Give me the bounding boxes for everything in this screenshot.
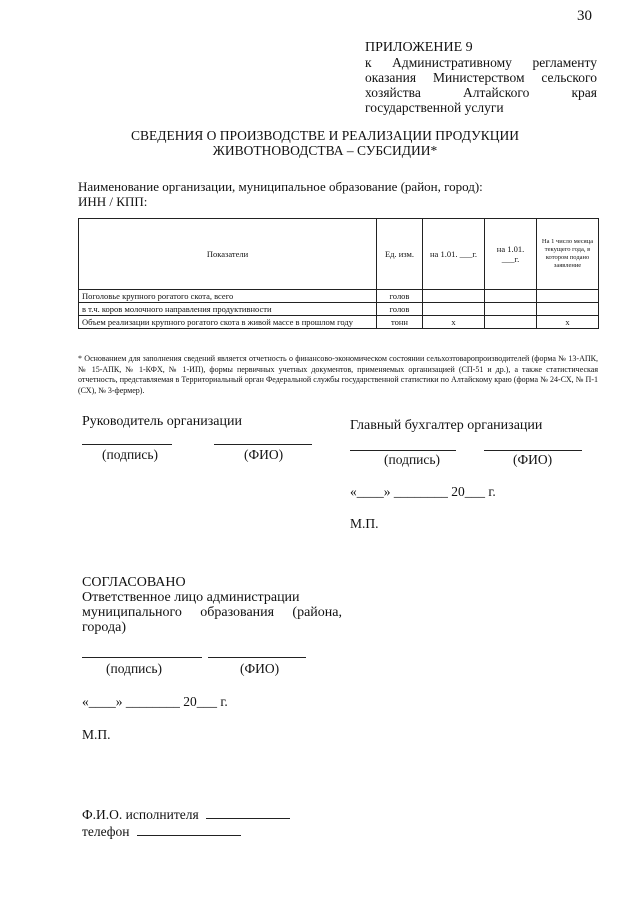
executor-label	[82, 806, 290, 823]
data-table	[78, 218, 599, 329]
document-heading	[100, 128, 550, 158]
org-info	[78, 179, 483, 209]
phone-label	[82, 823, 290, 840]
inn-label: ИНН / КПП:	[78, 194, 148, 209]
fio-line[interactable]	[214, 444, 312, 445]
appendix-line: хозяйства Алтайского края	[365, 85, 597, 100]
executor-field[interactable]	[206, 818, 290, 819]
agreed-line: муниципального образования (района,	[82, 605, 342, 620]
table-cell: Объем реализации крупного рогатого скота в живой массе в прошлом году	[79, 316, 377, 329]
appendix-line: к Административному регламенту	[365, 55, 597, 70]
stamp-label: М.П.	[350, 516, 379, 531]
fio-caption: (ФИО)	[240, 661, 280, 676]
table-header-cell: Ед. изм.	[377, 219, 423, 290]
signature-caption: (подпись)	[102, 447, 159, 462]
appendix-line: оказания Министерством сельского	[365, 70, 597, 85]
fio-line[interactable]	[208, 657, 306, 658]
appendix-title: ПРИЛОЖЕНИЕ 9	[365, 40, 473, 55]
table-cell[interactable]	[485, 316, 537, 329]
appendix-block	[365, 40, 597, 115]
signature-line[interactable]	[82, 444, 172, 445]
table-row	[79, 316, 599, 329]
org-name-label: Наименование организации, муниципальное образование (район, город):	[78, 179, 483, 194]
table-cell[interactable]	[537, 303, 599, 316]
table-cell: в т.ч. коров молочного направления продуктивности	[79, 303, 377, 316]
signature-line[interactable]	[350, 450, 456, 451]
executor-block	[82, 806, 290, 840]
phone-label-text: телефон	[82, 824, 130, 839]
fio-line[interactable]	[484, 450, 582, 451]
fio-caption: (ФИО)	[244, 447, 284, 462]
agreed-line: Ответственное лицо администрации	[82, 590, 300, 605]
table-cell: х	[537, 316, 599, 329]
table-cell: х	[423, 316, 485, 329]
executor-label-text: Ф.И.О. исполнителя	[82, 807, 199, 822]
table-header-cell: на 1.01. ___г.	[423, 219, 485, 290]
table-cell: голов	[377, 290, 423, 303]
signature-caption: (подпись)	[106, 661, 163, 676]
table-cell[interactable]	[423, 290, 485, 303]
footnote: * Основанием для заполнения сведений является отчетность о финансово-экономическом состоянии сельхозтоваропроизводителей (форма № 13-АПК, № 15-АПК, № 1-КФХ, № 1-ИП), формы первичных учетных документов, применяемых организацией (СП-51 и др.), а также статистическая отчетность, представляемая в Территориальный орган Федеральной службы государственной статистики по Алтайскому краю (форма № 24-СХ, № П-1 (СХ), № 3-фермер).	[78, 354, 598, 395]
table-cell: Поголовье крупного рогатого скота, всего	[79, 290, 377, 303]
table-cell[interactable]	[423, 303, 485, 316]
heading-line: СВЕДЕНИЯ О ПРОИЗВОДСТВЕ И РЕАЛИЗАЦИИ ПРОДУКЦИИ	[131, 128, 519, 143]
phone-field[interactable]	[137, 835, 241, 836]
table-header-row	[79, 219, 599, 290]
table-row	[79, 303, 599, 316]
date-field[interactable]: «____» ________ 20___ г.	[350, 484, 496, 499]
stamp-label: М.П.	[82, 727, 111, 742]
table-cell: тонн	[377, 316, 423, 329]
signature-line[interactable]	[82, 657, 202, 658]
chief-accountant-label: Главный бухгалтер организации	[350, 418, 543, 433]
table-cell[interactable]	[485, 303, 537, 316]
table-cell[interactable]	[485, 290, 537, 303]
signature-caption: (подпись)	[384, 452, 441, 467]
appendix-line: государственной услуги	[365, 100, 504, 115]
table-row	[79, 290, 599, 303]
table-header-cell: На 1 число месяца текущего года, в котором подано заявление	[537, 219, 599, 290]
head-of-org-label: Руководитель организации	[82, 414, 242, 429]
table-cell[interactable]	[537, 290, 599, 303]
fio-caption: (ФИО)	[513, 452, 553, 467]
table-header-cell: Показатели	[79, 219, 377, 290]
date-field[interactable]: «____» ________ 20___ г.	[82, 694, 228, 709]
table-header-cell: на 1.01. ___г.	[485, 219, 537, 290]
agreed-line: города)	[82, 620, 126, 635]
agreed-title: СОГЛАСОВАНО	[82, 575, 186, 590]
table-cell: голов	[377, 303, 423, 316]
heading-line: ЖИВОТНОВОДСТВА – СУБСИДИИ*	[212, 143, 438, 158]
agreed-block	[82, 575, 342, 635]
page-number: 30	[577, 8, 592, 24]
